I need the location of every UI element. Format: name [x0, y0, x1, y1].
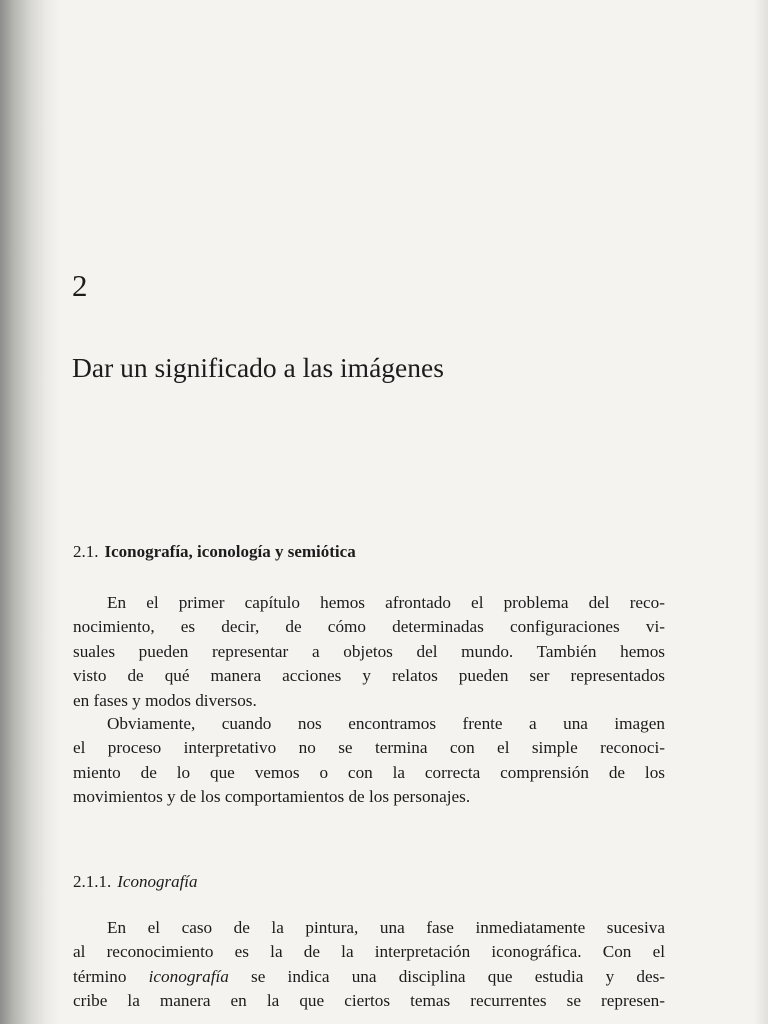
subsection-title: Iconografía: [117, 872, 198, 891]
subsection-number: 2.1.1.: [73, 872, 112, 891]
text-line: Obviamente, cuando nos encontramos frente a una imagen: [107, 714, 665, 733]
page-binding-shadow: [0, 0, 60, 1024]
text-line: suales pueden representar a objetos del mundo. También hemos: [73, 641, 665, 661]
text-line: en fases y modos diversos.: [73, 690, 257, 710]
text-line: En el primer capítulo hemos afrontado el problema del reco-: [107, 593, 665, 612]
text-line: En el caso de la pintura, una fase inmediatamente sucesiva: [107, 918, 665, 937]
section-title: Iconografía, iconología y semiótica: [104, 542, 356, 561]
paragraph-3: [73, 916, 665, 1014]
text-run: se indica una disciplina que estudia y des-: [228, 966, 665, 986]
text-run: término: [73, 966, 149, 986]
paragraph-1: [73, 591, 665, 713]
text-line: cribe la manera en la que ciertos temas recurrentes se represen-: [73, 991, 665, 1011]
text-line: [73, 965, 665, 989]
section-number: 2.1.: [73, 542, 99, 561]
text-line: el proceso interpretativo no se termina con el simple reconoci-: [73, 738, 665, 758]
text-line: miento de lo que vemos o con la correcta comprensión de los: [73, 762, 665, 782]
chapter-number: 2: [72, 268, 88, 303]
paragraph-2: [73, 712, 665, 810]
section-heading-2-1: [73, 541, 356, 563]
text-line: nocimiento, es decir, de cómo determinadas configuraciones vi-: [73, 617, 665, 637]
emphasized-term: iconografía: [148, 966, 229, 986]
section-heading-2-1-1: [73, 871, 198, 893]
text-line: visto de qué manera acciones y relatos pueden ser representados: [73, 666, 665, 686]
page-edge-shadow: [754, 0, 768, 1024]
chapter-title: Dar un significado a las imágenes: [72, 352, 444, 383]
text-line: al reconocimiento es la de la interpretación iconográfica. Con el: [73, 942, 665, 962]
text-line: movimientos y de los comportamientos de los personajes.: [73, 787, 471, 807]
